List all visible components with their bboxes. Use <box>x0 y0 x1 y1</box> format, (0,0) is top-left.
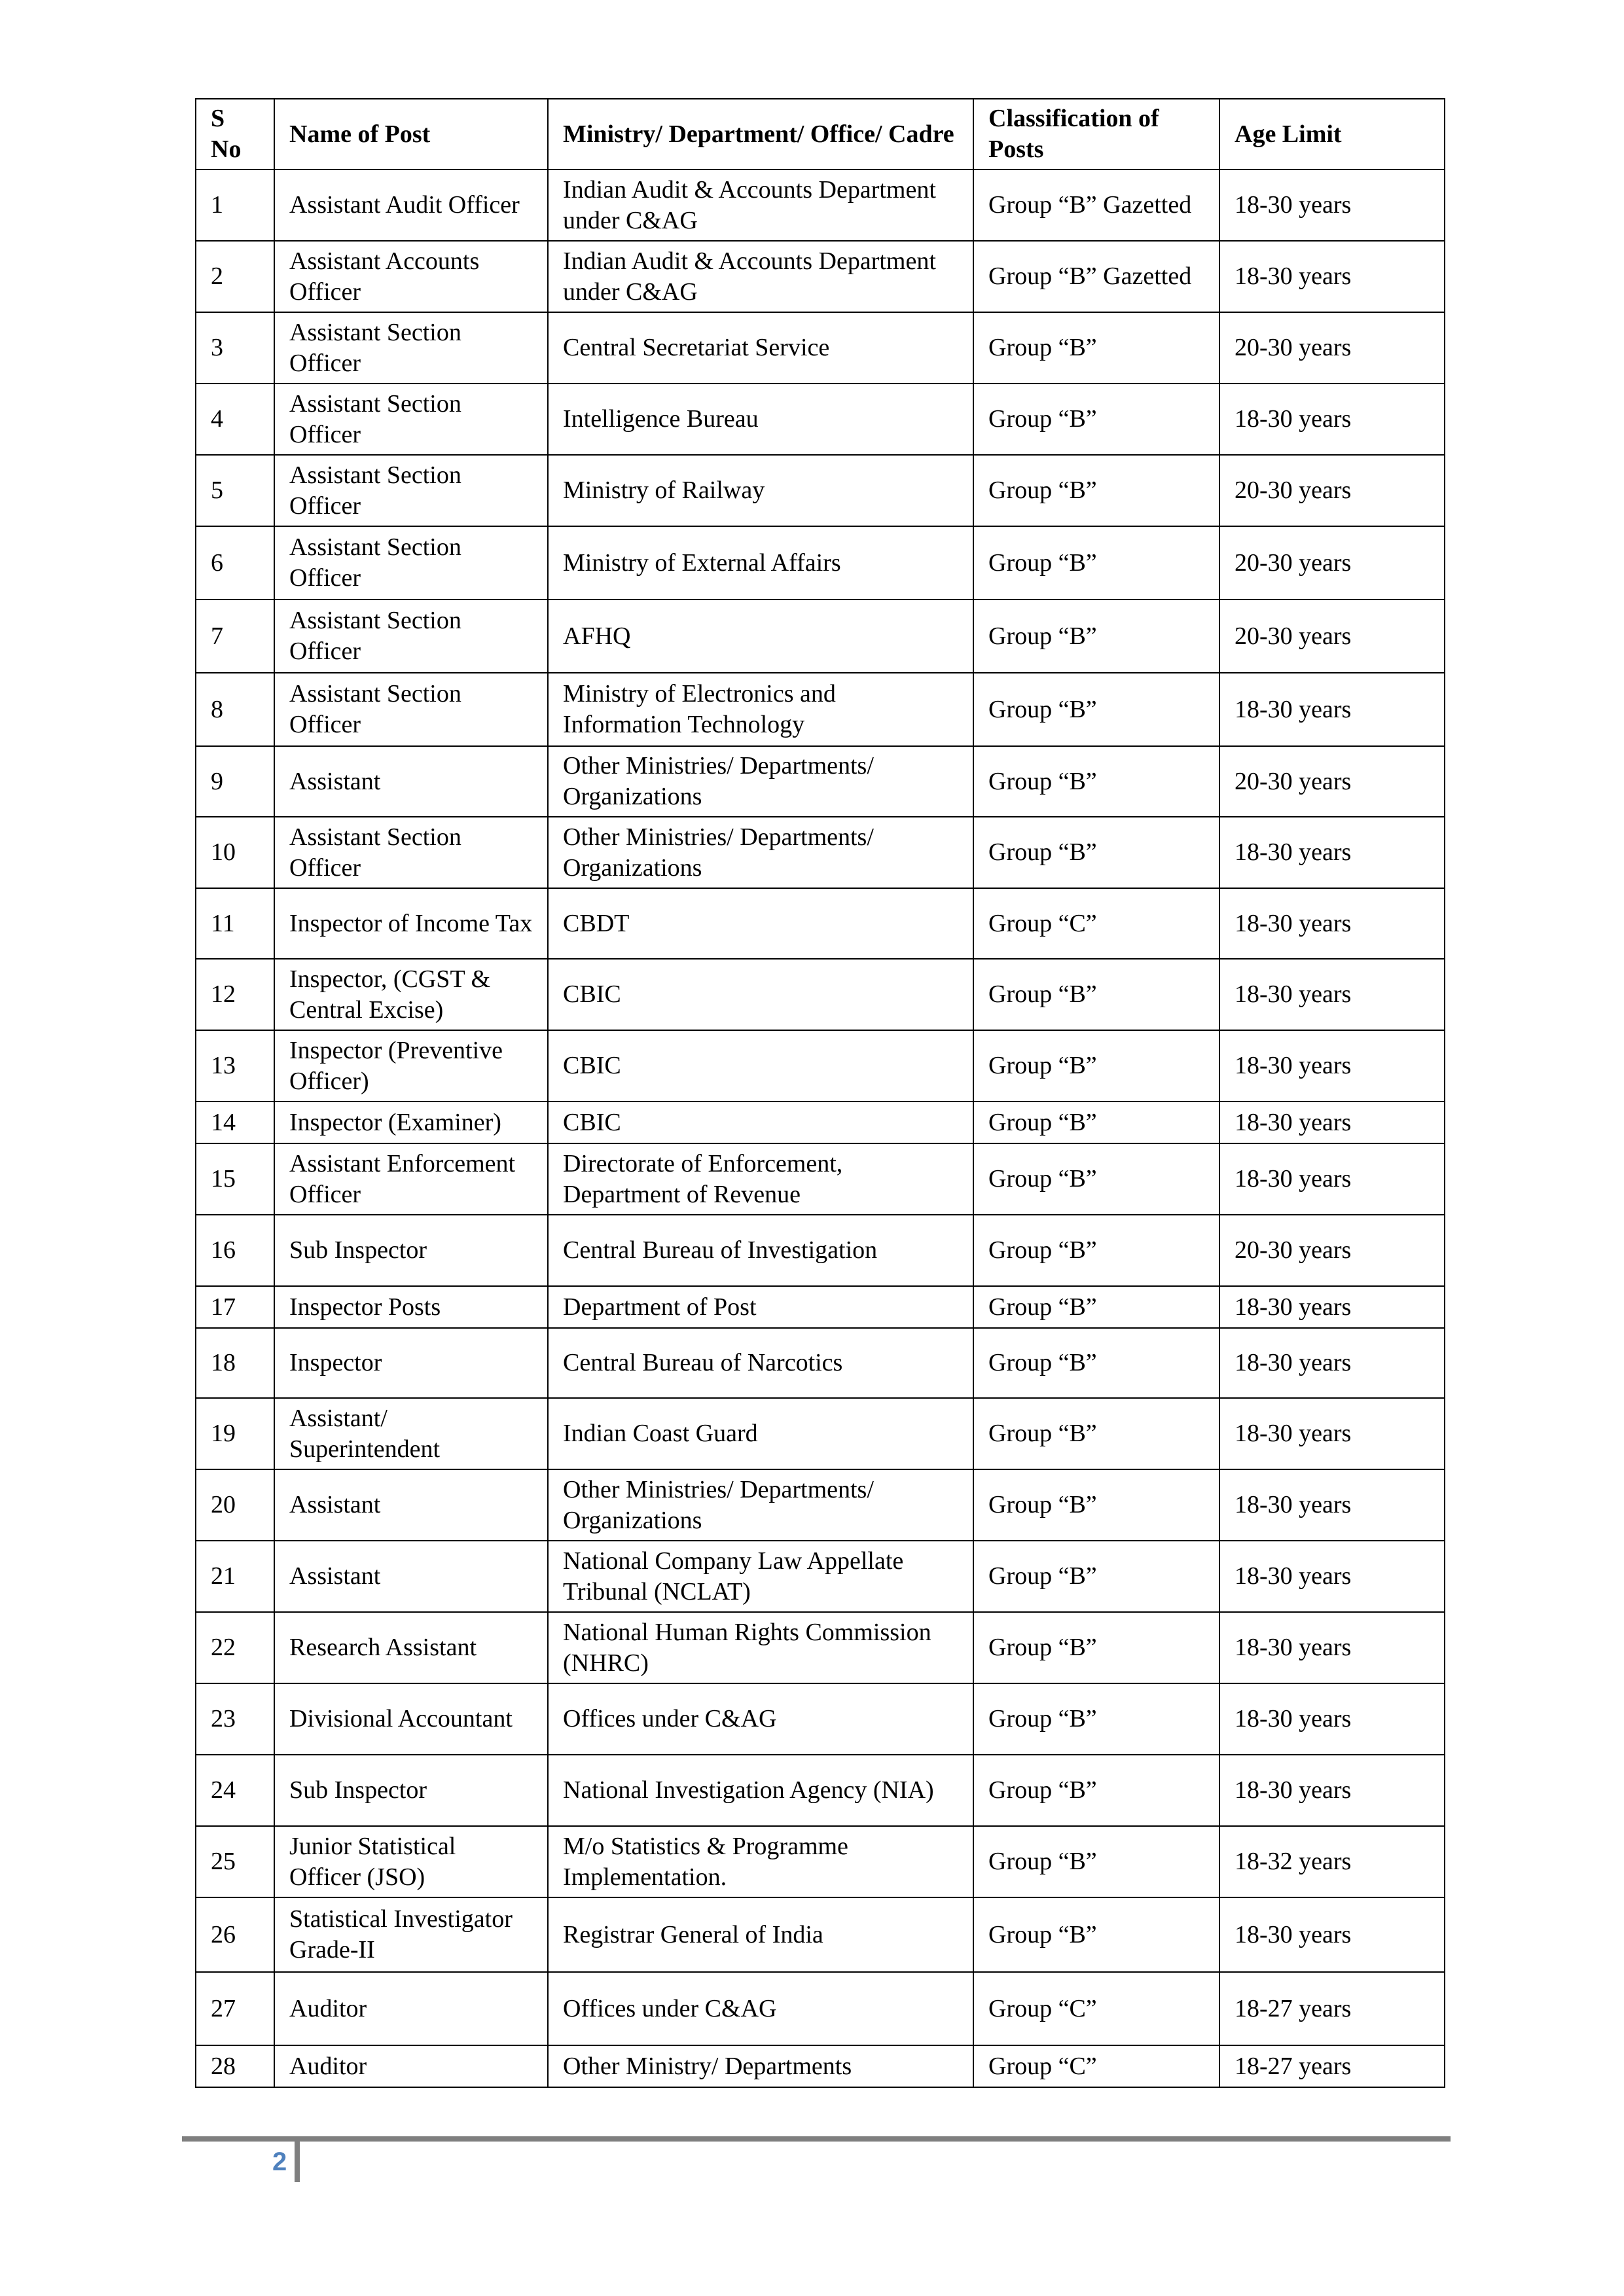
cell-age-limit: 18-30 years <box>1219 1143 1445 1215</box>
cell-classification: Group “B” Gazetted <box>973 241 1219 312</box>
cell-ministry: Other Ministries/ Departments/ Organizations <box>548 746 973 817</box>
cell-sno: 26 <box>196 1897 274 1972</box>
table-row <box>196 673 1445 746</box>
cell-age-limit: 20-30 years <box>1219 746 1445 817</box>
posts-table <box>195 98 1445 2088</box>
table-row <box>196 526 1445 600</box>
cell-age-limit: 18-30 years <box>1219 1897 1445 1972</box>
table-row <box>196 1972 1445 2045</box>
cell-post-name: Junior Statistical Officer (JSO) <box>274 1826 548 1897</box>
cell-classification: Group “B” <box>973 1755 1219 1826</box>
cell-age-limit: 18-30 years <box>1219 241 1445 312</box>
table-row <box>196 455 1445 526</box>
cell-classification: Group “B” <box>973 600 1219 673</box>
cell-ministry: Directorate of Enforcement, Department of Revenue <box>548 1143 973 1215</box>
footer-rule <box>182 2136 1451 2142</box>
table-row <box>196 888 1445 959</box>
cell-ministry: Indian Coast Guard <box>548 1398 973 1469</box>
table-row <box>196 1328 1445 1398</box>
cell-age-limit: 18-30 years <box>1219 1469 1445 1541</box>
cell-post-name: Assistant Section Officer <box>274 817 548 888</box>
cell-sno: 10 <box>196 817 274 888</box>
cell-ministry: Indian Audit & Accounts Department under C&AG <box>548 170 973 241</box>
cell-sno: 8 <box>196 673 274 746</box>
table-row <box>196 1897 1445 1972</box>
cell-classification: Group “B” <box>973 1612 1219 1683</box>
cell-ministry: National Human Rights Commission (NHRC) <box>548 1612 973 1683</box>
table-row <box>196 312 1445 384</box>
cell-age-limit: 18-30 years <box>1219 384 1445 455</box>
cell-post-name: Sub Inspector <box>274 1755 548 1826</box>
header-classification: Classification of Posts <box>973 99 1219 170</box>
cell-ministry: Department of Post <box>548 1286 973 1328</box>
cell-post-name: Research Assistant <box>274 1612 548 1683</box>
cell-sno: 17 <box>196 1286 274 1328</box>
cell-ministry: AFHQ <box>548 600 973 673</box>
cell-post-name: Assistant Accounts Officer <box>274 241 548 312</box>
cell-sno: 1 <box>196 170 274 241</box>
cell-classification: Group “B” <box>973 673 1219 746</box>
table-row <box>196 1541 1445 1612</box>
cell-classification: Group “B” <box>973 1897 1219 1972</box>
cell-age-limit: 18-30 years <box>1219 673 1445 746</box>
cell-post-name: Inspector Posts <box>274 1286 548 1328</box>
cell-post-name: Auditor <box>274 1972 548 2045</box>
cell-classification: Group “B” <box>973 1328 1219 1398</box>
header-age-limit: Age Limit <box>1219 99 1445 170</box>
cell-sno: 25 <box>196 1826 274 1897</box>
cell-age-limit: 20-30 years <box>1219 312 1445 384</box>
cell-classification: Group “B” <box>973 1286 1219 1328</box>
cell-post-name: Inspector of Income Tax <box>274 888 548 959</box>
cell-ministry: CBIC <box>548 1030 973 1102</box>
table-row <box>196 1398 1445 1469</box>
cell-age-limit: 20-30 years <box>1219 526 1445 600</box>
cell-ministry: CBIC <box>548 959 973 1030</box>
cell-post-name: Inspector (Preventive Officer) <box>274 1030 548 1102</box>
cell-post-name: Assistant Section Officer <box>274 312 548 384</box>
cell-ministry: Ministry of External Affairs <box>548 526 973 600</box>
cell-age-limit: 18-30 years <box>1219 1612 1445 1683</box>
cell-post-name: Sub Inspector <box>274 1215 548 1286</box>
cell-ministry: National Company Law Appellate Tribunal (NCLAT) <box>548 1541 973 1612</box>
cell-classification: Group “B” <box>973 817 1219 888</box>
table-row <box>196 1102 1445 1143</box>
cell-ministry: Offices under C&AG <box>548 1972 973 2045</box>
cell-post-name: Assistant Audit Officer <box>274 170 548 241</box>
cell-classification: Group “B” <box>973 1102 1219 1143</box>
cell-ministry: Other Ministries/ Departments/ Organizations <box>548 817 973 888</box>
cell-age-limit: 18-30 years <box>1219 1398 1445 1469</box>
cell-sno: 19 <box>196 1398 274 1469</box>
cell-sno: 24 <box>196 1755 274 1826</box>
cell-classification: Group “B” <box>973 1826 1219 1897</box>
cell-post-name: Assistant <box>274 746 548 817</box>
table-row <box>196 600 1445 673</box>
table-row <box>196 2045 1445 2087</box>
cell-post-name: Inspector (Examiner) <box>274 1102 548 1143</box>
cell-classification: Group “B” <box>973 1398 1219 1469</box>
table-row <box>196 384 1445 455</box>
cell-sno: 9 <box>196 746 274 817</box>
table-row <box>196 746 1445 817</box>
cell-sno: 20 <box>196 1469 274 1541</box>
cell-age-limit: 18-32 years <box>1219 1826 1445 1897</box>
cell-sno: 5 <box>196 455 274 526</box>
cell-classification: Group “B” <box>973 1215 1219 1286</box>
table-row <box>196 170 1445 241</box>
page-number: 2 <box>272 2142 300 2182</box>
cell-post-name: Assistant Section Officer <box>274 673 548 746</box>
cell-post-name: Assistant Section Officer <box>274 526 548 600</box>
cell-ministry: CBDT <box>548 888 973 959</box>
cell-sno: 7 <box>196 600 274 673</box>
cell-ministry: National Investigation Agency (NIA) <box>548 1755 973 1826</box>
cell-classification: Group “B” <box>973 1541 1219 1612</box>
cell-post-name: Assistant Section Officer <box>274 600 548 673</box>
cell-classification: Group “B” <box>973 746 1219 817</box>
cell-post-name: Statistical Investigator Grade-II <box>274 1897 548 1972</box>
cell-ministry: Ministry of Electronics and Information Technology <box>548 673 973 746</box>
cell-age-limit: 18-27 years <box>1219 2045 1445 2087</box>
table-header-row <box>196 99 1445 170</box>
cell-classification: Group “C” <box>973 2045 1219 2087</box>
table-row <box>196 1030 1445 1102</box>
cell-classification: Group “B” <box>973 384 1219 455</box>
cell-age-limit: 18-30 years <box>1219 1102 1445 1143</box>
cell-sno: 23 <box>196 1683 274 1755</box>
cell-post-name: Divisional Accountant <box>274 1683 548 1755</box>
cell-post-name: Assistant <box>274 1469 548 1541</box>
cell-ministry: Other Ministries/ Departments/ Organizations <box>548 1469 973 1541</box>
cell-classification: Group “B” <box>973 1143 1219 1215</box>
cell-post-name: Assistant Enforcement Officer <box>274 1143 548 1215</box>
cell-ministry: Other Ministry/ Departments <box>548 2045 973 2087</box>
cell-sno: 11 <box>196 888 274 959</box>
cell-sno: 6 <box>196 526 274 600</box>
cell-classification: Group “B” <box>973 312 1219 384</box>
cell-ministry: M/o Statistics & Programme Implementation. <box>548 1826 973 1897</box>
cell-sno: 18 <box>196 1328 274 1398</box>
table-row <box>196 241 1445 312</box>
cell-age-limit: 18-30 years <box>1219 959 1445 1030</box>
cell-classification: Group “C” <box>973 888 1219 959</box>
table-row <box>196 1469 1445 1541</box>
cell-ministry: Offices under C&AG <box>548 1683 973 1755</box>
cell-age-limit: 18-30 years <box>1219 1755 1445 1826</box>
cell-sno: 27 <box>196 1972 274 2045</box>
cell-age-limit: 18-30 years <box>1219 1541 1445 1612</box>
cell-ministry: Indian Audit & Accounts Department under C&AG <box>548 241 973 312</box>
table-row <box>196 1755 1445 1826</box>
cell-sno: 28 <box>196 2045 274 2087</box>
cell-age-limit: 18-30 years <box>1219 1328 1445 1398</box>
cell-ministry: Intelligence Bureau <box>548 384 973 455</box>
cell-classification: Group “B” <box>973 1469 1219 1541</box>
cell-age-limit: 20-30 years <box>1219 1215 1445 1286</box>
cell-classification: Group “B” <box>973 1030 1219 1102</box>
cell-classification: Group “B” <box>973 1683 1219 1755</box>
cell-classification: Group “C” <box>973 1972 1219 2045</box>
header-ministry: Ministry/ Department/ Office/ Cadre <box>548 99 973 170</box>
cell-ministry: Central Bureau of Investigation <box>548 1215 973 1286</box>
cell-post-name: Assistant <box>274 1541 548 1612</box>
cell-post-name: Assistant Section Officer <box>274 455 548 526</box>
cell-classification: Group “B” <box>973 526 1219 600</box>
cell-sno: 12 <box>196 959 274 1030</box>
cell-post-name: Inspector <box>274 1328 548 1398</box>
cell-age-limit: 18-30 years <box>1219 1683 1445 1755</box>
cell-age-limit: 18-30 years <box>1219 1030 1445 1102</box>
cell-ministry: CBIC <box>548 1102 973 1143</box>
cell-age-limit: 18-30 years <box>1219 817 1445 888</box>
table-row <box>196 1286 1445 1328</box>
cell-age-limit: 20-30 years <box>1219 455 1445 526</box>
cell-sno: 14 <box>196 1102 274 1143</box>
table-body <box>196 170 1445 2087</box>
cell-post-name: Assistant Section Officer <box>274 384 548 455</box>
cell-age-limit: 18-27 years <box>1219 1972 1445 2045</box>
table-row <box>196 817 1445 888</box>
cell-classification: Group “B” <box>973 455 1219 526</box>
cell-classification: Group “B” Gazetted <box>973 170 1219 241</box>
cell-classification: Group “B” <box>973 959 1219 1030</box>
table-row <box>196 1826 1445 1897</box>
cell-age-limit: 18-30 years <box>1219 1286 1445 1328</box>
cell-sno: 4 <box>196 384 274 455</box>
table-row <box>196 1612 1445 1683</box>
cell-sno: 15 <box>196 1143 274 1215</box>
table-row <box>196 1215 1445 1286</box>
cell-sno: 2 <box>196 241 274 312</box>
cell-post-name: Auditor <box>274 2045 548 2087</box>
cell-sno: 22 <box>196 1612 274 1683</box>
cell-age-limit: 20-30 years <box>1219 600 1445 673</box>
cell-sno: 21 <box>196 1541 274 1612</box>
table-row <box>196 1143 1445 1215</box>
cell-post-name: Assistant/ Superintendent <box>274 1398 548 1469</box>
header-post-name: Name of Post <box>274 99 548 170</box>
cell-sno: 13 <box>196 1030 274 1102</box>
header-sno: S No <box>196 99 274 170</box>
cell-age-limit: 18-30 years <box>1219 888 1445 959</box>
cell-age-limit: 18-30 years <box>1219 170 1445 241</box>
cell-post-name: Inspector, (CGST & Central Excise) <box>274 959 548 1030</box>
cell-ministry: Ministry of Railway <box>548 455 973 526</box>
cell-ministry: Registrar General of India <box>548 1897 973 1972</box>
table-row <box>196 959 1445 1030</box>
cell-ministry: Central Bureau of Narcotics <box>548 1328 973 1398</box>
cell-sno: 16 <box>196 1215 274 1286</box>
table-row <box>196 1683 1445 1755</box>
cell-sno: 3 <box>196 312 274 384</box>
cell-ministry: Central Secretariat Service <box>548 312 973 384</box>
